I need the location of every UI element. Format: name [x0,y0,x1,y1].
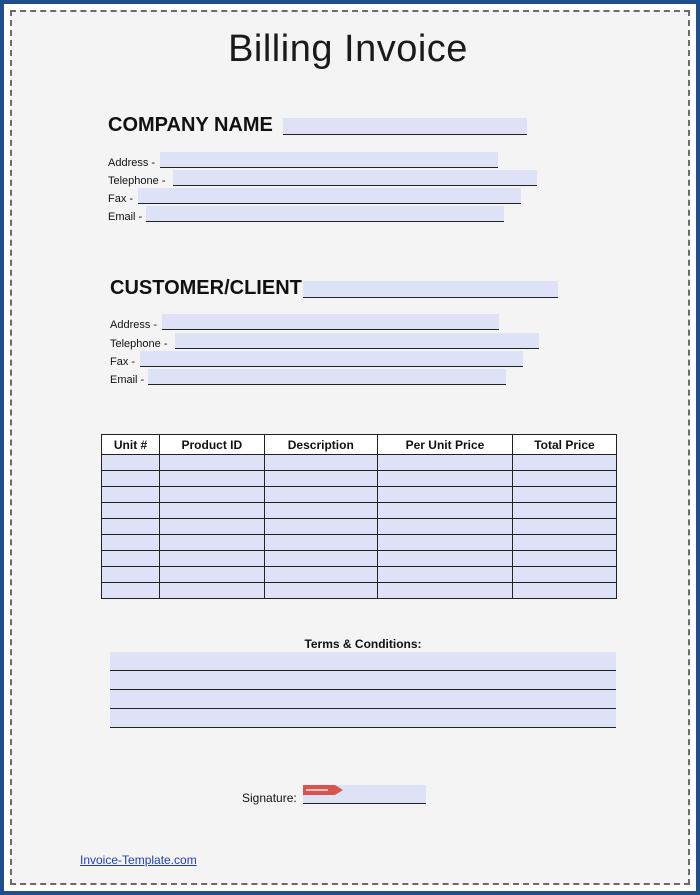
table-cell[interactable] [264,455,377,471]
customer-fax-label: Fax - [110,356,136,368]
terms-line[interactable] [110,652,616,671]
company-name-field[interactable] [283,118,527,135]
table-cell[interactable] [102,503,160,519]
signature-label: Signature: [242,791,297,805]
table-row [102,503,617,519]
table-row [102,567,617,583]
table-cell[interactable] [378,487,513,503]
table-cell[interactable] [512,567,616,583]
table-cell[interactable] [102,519,160,535]
sign-here-arrow-icon [303,785,343,795]
table-cell[interactable] [264,471,377,487]
column-description: Description [264,435,377,455]
table-cell[interactable] [378,519,513,535]
company-telephone-field[interactable] [173,170,537,186]
column-per-unit-price: Per Unit Price [378,435,513,455]
table-cell[interactable] [264,583,377,599]
table-cell[interactable] [264,551,377,567]
terms-line[interactable] [110,709,616,728]
table-cell[interactable] [512,535,616,551]
table-cell[interactable] [102,487,160,503]
table-cell[interactable] [264,567,377,583]
table-cell[interactable] [264,535,377,551]
column-product-id: Product ID [160,435,264,455]
table-cell[interactable] [378,551,513,567]
table-cell[interactable] [102,567,160,583]
table-row [102,455,617,471]
table-cell[interactable] [264,487,377,503]
table-cell[interactable] [512,583,616,599]
table-cell[interactable] [160,487,264,503]
table-cell[interactable] [160,535,264,551]
company-fax-field[interactable] [138,188,521,204]
customer-email-field[interactable] [148,369,506,385]
company-telephone-label: Telephone - [108,175,166,187]
table-cell[interactable] [512,503,616,519]
items-table-body [102,455,617,599]
table-cell[interactable] [102,535,160,551]
table-cell[interactable] [160,583,264,599]
table-cell[interactable] [102,455,160,471]
page-title: Billing Invoice [228,28,468,70]
table-cell[interactable] [160,455,264,471]
table-cell[interactable] [160,471,264,487]
table-row [102,519,617,535]
table-cell[interactable] [102,551,160,567]
customer-name-field[interactable] [303,281,558,298]
items-table-header [102,435,617,455]
customer-telephone-label: Telephone - [110,338,168,350]
customer-telephone-field[interactable] [175,333,539,349]
terms-box [110,652,616,728]
table-row [102,487,617,503]
items-table [101,434,617,599]
terms-line[interactable] [110,671,616,690]
company-address-field[interactable] [160,152,498,168]
table-cell[interactable] [102,583,160,599]
table-cell[interactable] [512,519,616,535]
table-cell[interactable] [512,455,616,471]
customer-email-label: Email - [110,374,145,386]
column-unit: Unit # [102,435,160,455]
table-row [102,551,617,567]
table-cell[interactable] [378,455,513,471]
company-email-label: Email - [108,211,143,223]
table-cell[interactable] [102,471,160,487]
table-row [102,471,617,487]
customer-fax-field[interactable] [140,351,523,367]
table-cell[interactable] [512,487,616,503]
table-cell[interactable] [378,503,513,519]
company-fax-label: Fax - [108,193,134,205]
customer-address-label: Address - [110,319,158,331]
table-cell[interactable] [512,471,616,487]
table-cell[interactable] [160,503,264,519]
table-row [102,583,617,599]
table-cell[interactable] [378,471,513,487]
company-email-field[interactable] [146,206,504,222]
table-row [102,535,617,551]
table-cell[interactable] [378,583,513,599]
company-address-label: Address - [108,157,156,169]
footer-link[interactable]: Invoice-Template.com [80,853,197,867]
customer-address-field[interactable] [162,314,499,330]
customer-heading: CUSTOMER/CLIENT [110,277,302,299]
terms-line[interactable] [110,690,616,709]
table-cell[interactable] [264,503,377,519]
table-cell[interactable] [160,551,264,567]
table-cell[interactable] [378,567,513,583]
table-cell[interactable] [160,519,264,535]
table-cell[interactable] [160,567,264,583]
terms-label: Terms & Conditions: [304,637,422,651]
table-cell[interactable] [378,535,513,551]
table-cell[interactable] [264,519,377,535]
company-heading: COMPANY NAME [108,114,273,136]
table-cell[interactable] [512,551,616,567]
column-total-price: Total Price [512,435,616,455]
